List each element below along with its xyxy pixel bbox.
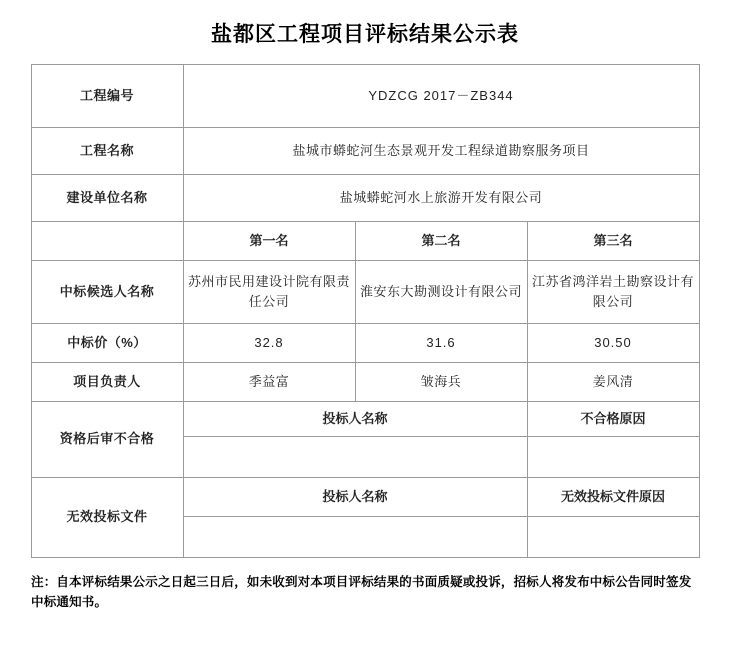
bid-price-first: 32.8 bbox=[183, 324, 355, 363]
candidate-third: 江苏省鸿洋岩土勘察设计有限公司 bbox=[527, 261, 699, 324]
rank-header-first: 第一名 bbox=[183, 222, 355, 261]
candidate-second: 淮安东大勘测设计有限公司 bbox=[355, 261, 527, 324]
construction-unit-label: 建设单位名称 bbox=[31, 175, 183, 222]
table-row bbox=[31, 175, 699, 222]
page-title: 盐都区工程项目评标结果公示表 bbox=[211, 23, 519, 46]
invalid-docs-bidder-value bbox=[183, 517, 527, 558]
unqualified-label: 资格后审不合格 bbox=[31, 402, 183, 478]
project-manager-label: 项目负责人 bbox=[31, 363, 183, 402]
project-manager-third: 姜风清 bbox=[527, 363, 699, 402]
unqualified-bidder-header: 投标人名称 bbox=[183, 402, 527, 437]
invalid-docs-reason-header: 无效投标文件原因 bbox=[527, 478, 699, 517]
project-name-value: 盐城市蟒蛇河生态景观开发工程绿道勘察服务项目 bbox=[183, 128, 699, 175]
unqualified-bidder-value bbox=[183, 437, 527, 478]
candidate-label: 中标候选人名称 bbox=[31, 261, 183, 324]
invalid-docs-bidder-header: 投标人名称 bbox=[183, 478, 527, 517]
footnote: 注：自本评标结果公示之日起三日后，如未收到对本项目评标结果的书面质疑或投诉，招标人将发布中标公告同时签发中标通知书。 bbox=[31, 575, 692, 609]
table-row bbox=[31, 363, 699, 402]
rank-header-third: 第三名 bbox=[527, 222, 699, 261]
rank-header-blank bbox=[31, 222, 183, 261]
bid-price-second: 31.6 bbox=[355, 324, 527, 363]
unqualified-reason-value bbox=[527, 437, 699, 478]
table-row bbox=[31, 222, 699, 261]
project-code-value: YDZCG 2017－ZB344 bbox=[183, 65, 699, 128]
project-code-label: 工程编号 bbox=[31, 65, 183, 128]
table-row bbox=[31, 478, 699, 517]
project-name-label: 工程名称 bbox=[31, 128, 183, 175]
invalid-docs-label: 无效投标文件 bbox=[31, 478, 183, 558]
bid-price-label: 中标价（%） bbox=[31, 324, 183, 363]
table-row bbox=[31, 324, 699, 363]
bid-result-table bbox=[31, 64, 700, 558]
bid-price-third: 30.50 bbox=[527, 324, 699, 363]
candidate-first: 苏州市民用建设计院有限责任公司 bbox=[183, 261, 355, 324]
project-manager-first: 季益富 bbox=[183, 363, 355, 402]
construction-unit-value: 盐城蟒蛇河水上旅游开发有限公司 bbox=[183, 175, 699, 222]
invalid-docs-reason-value bbox=[527, 517, 699, 558]
project-manager-second: 皱海兵 bbox=[355, 363, 527, 402]
table-row bbox=[31, 261, 699, 324]
rank-header-second: 第二名 bbox=[355, 222, 527, 261]
unqualified-reason-header: 不合格原因 bbox=[527, 402, 699, 437]
table-row bbox=[31, 402, 699, 437]
table-row bbox=[31, 128, 699, 175]
table-row bbox=[31, 65, 699, 128]
